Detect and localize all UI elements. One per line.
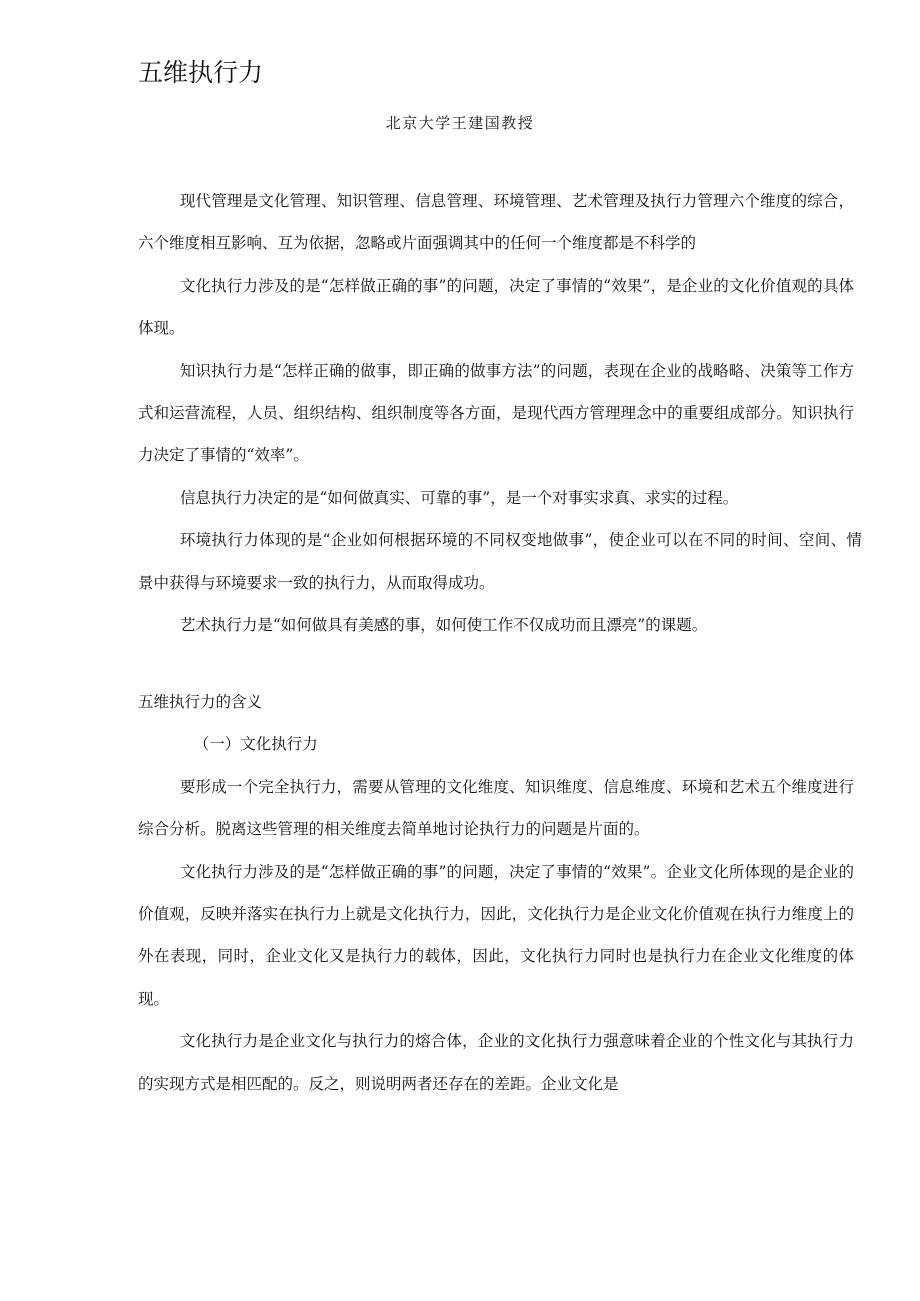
intro-paragraph-4: 信息执行力决定的是“如何做真实、可靠的事”，是一个对事实求真、求实的过程。 [179, 488, 739, 507]
intro-paragraph-2: 文化执行力涉及的是“怎样做正确的事”的问题，决定了事情的“效果”，是企业的文化价值观的具体体现。 [138, 276, 854, 338]
intro-section [138, 180, 862, 646]
section-paragraph-1: 要形成一个完全执行力，需要从管理的文化维度、知识维度、信息维度、环境和艺术五个维度进行综合分析。脱离这些管理的相关维度去简单地讨论执行力的问题是片面的。 [138, 777, 854, 839]
intro-paragraph-6: 艺术执行力是“如何做具有美感的事，如何使工作不仅成功而且漂亮”的课题。 [179, 616, 708, 635]
section-paragraph-3: 文化执行力是企业文化与执行力的熔合体，企业的文化执行力强意味着企业的个性文化与其执行力的实现方式是相匹配的。反之，则说明两者还存在的差距。企业文化是 [138, 1032, 854, 1093]
document-title: 五维执行力 [138, 58, 264, 87]
intro-paragraph-5: 环境执行力体现的是“企业如何根据环境的不同权变地做事”，使企业可以在不同的时间、空间、情景中获得与环境要求一致的执行力，从而取得成功。 [138, 531, 862, 592]
section-heading: 五维执行力的含义 [138, 693, 263, 711]
intro-paragraph-3: 知识执行力是“怎样正确的做事，即正确的做事方法”的问题，表现在企业的战略略、决策等工作方式和运营流程，人员、组织结构、组织制度等各方面，是现代西方管理理念中的重要组成部分。知识执行力决定了事情的“效率”。 [138, 361, 854, 465]
section-paragraph-2: 文化执行力涉及的是“怎样做正确的事”的问题，决定了事情的“效果”。企业文化所体现的是企业的价值观，反映并落实在执行力上就是文化执行力，因此，文化执行力是企业文化价值观在执行力维度上的外在表现，同时，企业文化又是执行力的载体，因此，文化执行力同时也是执行力在企业文化维度的体现。 [138, 862, 854, 1008]
document-author: 北京大学王建国教授 [385, 114, 535, 132]
meaning-section [138, 681, 854, 1105]
intro-paragraph-1: 现代管理是文化管理、知识管理、信息管理、环境管理、艺术管理及执行力管理六个维度的综合，六个维度相互影响、互为依据，忽略或片面强调其中的任何一个维度都是不科学的 [138, 192, 854, 253]
sub-heading: （一）文化执行力 [193, 735, 318, 754]
